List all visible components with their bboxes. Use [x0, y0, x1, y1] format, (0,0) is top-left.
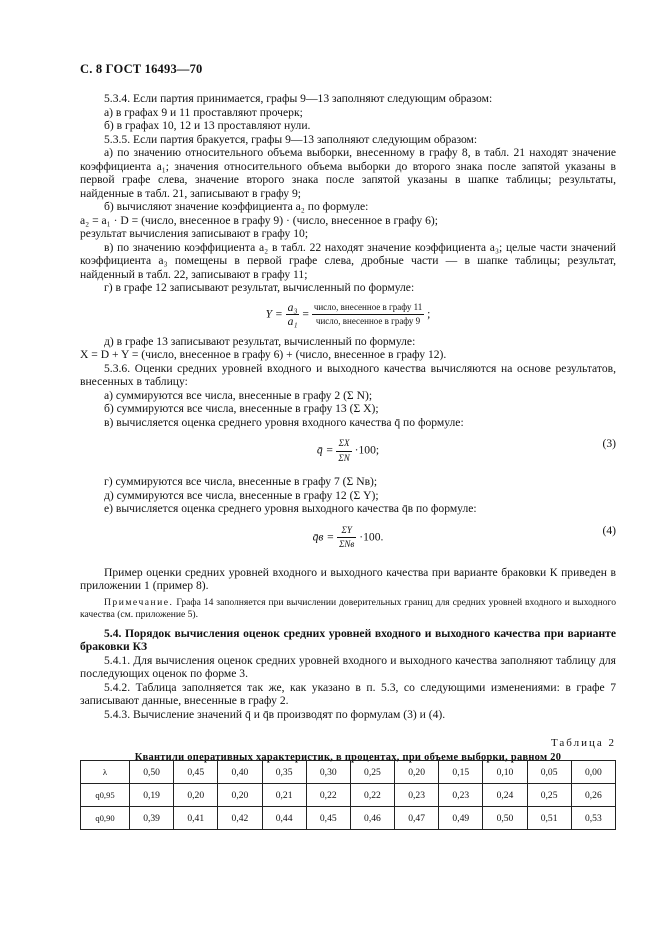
item-b-coef: б) вычисляют значение коэффициента a₂ по формуле:	[104, 200, 369, 213]
table-cell: 0,19	[130, 784, 174, 807]
table-cell: 0,21	[262, 784, 306, 807]
table-cell: 0,20	[174, 784, 218, 807]
table-cell: 0,20	[218, 784, 262, 807]
document-body	[80, 92, 616, 764]
table-cell: 0,22	[350, 784, 394, 807]
result-note: результат вычисления записывают в графу 10;	[80, 227, 309, 240]
para-5-4-1: 5.4.1. Для вычисления оценок средних уровней входного и выходного качества заполняют таблицу для последующих оценок по форме 3.	[80, 653, 616, 680]
table-header-cell: 0,00	[571, 761, 615, 784]
para-5-4-3: 5.4.3. Вычисление значений q̄ и q̄в производят по формулам (3) и (4).	[104, 707, 446, 721]
table-row	[81, 807, 616, 830]
output-quality: е) вычисляется оценка среднего уровня выходного качества q̄в по формуле:	[104, 502, 477, 515]
table-cell: 0,49	[439, 807, 483, 830]
table-header-cell: 0,40	[218, 761, 262, 784]
item-a: а) в графах 9 и 11 проставляют прочерк;	[104, 105, 303, 119]
table-cell: 0,22	[306, 784, 350, 807]
table-cell: 0,44	[262, 807, 306, 830]
para-5-3-5: 5.3.5. Если партия бракуется, графы 9—13 заполняют следующим образом:	[104, 132, 478, 146]
sum-x: б) суммируются все числа, внесенные в графу 13 (Σ X);	[104, 402, 379, 415]
table-header-cell: 0,50	[130, 761, 174, 784]
table-cell: 0,46	[350, 807, 394, 830]
sum-y: д) суммируются все числа, внесенные в графу 12 (Σ Y);	[104, 488, 379, 502]
formula-x: X = D + Y = (число, внесенное в графу 6) + (число, внесенное в графу 12).	[80, 348, 447, 361]
sum-nv: г) суммируются все числа, внесенные в графу 7 (Σ Nв);	[104, 475, 378, 488]
table-header-row	[81, 761, 616, 784]
table-cell: 0,42	[218, 807, 262, 830]
table-caption: Таблица 2	[550, 737, 616, 749]
table-header-cell: λ	[81, 761, 130, 784]
table-header-cell: 0,25	[350, 761, 394, 784]
note: Примечание. Графа 14 заполняется при вычислении доверительных границ для средних уровней входного и выходного качества (см. приложение 5).	[80, 596, 616, 620]
table-title: Квантили оперативных характеристик, в процентах, при объеме выборки, равном 20	[134, 751, 562, 763]
item-g: г) в графе 12 записывают результат, вычисленный по формуле:	[104, 281, 415, 294]
table-cell: 0,41	[174, 807, 218, 830]
para-5-3-6: 5.3.6. Оценки средних уровней входного и выходного качества вычисляются на основе результатов, внесенных в таблицу:	[80, 361, 616, 388]
table-header-cell: 0,05	[527, 761, 571, 784]
table-cell: 0,26	[571, 784, 615, 807]
table-header-cell: 0,35	[262, 761, 306, 784]
equation-number-3: (3)	[602, 437, 616, 450]
table-header-cell: 0,20	[395, 761, 439, 784]
quantile-table	[80, 760, 616, 830]
page-header: С. 8 ГОСТ 16493—70	[80, 62, 203, 76]
table-row	[81, 784, 616, 807]
table-cell: 0,25	[527, 784, 571, 807]
table-cell: 0,24	[483, 784, 527, 807]
table-cell: 0,23	[395, 784, 439, 807]
table-header-cell: 0,30	[306, 761, 350, 784]
formula-y: Y = $\frac{\text{a₃}}{\text{a₁}}$ = $\frac{\text{число, внесенное в графу 11}}{\text{число, внесенное в графу 9}}$ ;	[265, 300, 431, 328]
item-a-long: а) по значению относительного объема выборки, внесенному в графу 8, в табл. 21 находят значение коэффициента a₁; значения относительного объема выборки до второго знака после запятой указаны в первой графе слева, значение второго знака после запятой указаны в шапке таблицы; результаты, найденные в табл. 21, записывают в графу 9;	[80, 146, 616, 200]
table-cell: 0,23	[439, 784, 483, 807]
table-header-cell: 0,10	[483, 761, 527, 784]
input-quality: в) вычисляется оценка среднего уровня входного качества q̄ по формуле:	[104, 415, 464, 429]
section-5-4-title: 5.4. Порядок вычисления оценок средних уровней входного и выходного качества при варианте браковки КЗ	[80, 626, 616, 653]
table-header-cell: 0,15	[439, 761, 483, 784]
para-5-3-4: 5.3.4. Если партия принимается, графы 9—13 заполняют следующим образом:	[104, 92, 493, 105]
equation-number-4: (4)	[602, 523, 616, 537]
formula-3: q̄ = $\frac{\Sigma X}{\Sigma N}$ ·100; (3)	[316, 437, 616, 463]
table-header-cell: 0,45	[174, 761, 218, 784]
formula-4: q̄в = $\frac{\Sigma Y}{\text{ΣNв}}$ ·100. (4)	[312, 523, 616, 549]
row-label: q0,90	[81, 807, 130, 830]
para-5-4-2: 5.4.2. Таблица заполняется так же, как указано в п. 5.3, со следующими изменениями: в графе 7 записывают данные, внесенные в графу 2.	[80, 680, 616, 707]
table-cell: 0,47	[395, 807, 439, 830]
table-cell: 0,53	[571, 807, 615, 830]
table-cell: 0,51	[527, 807, 571, 830]
table-cell: 0,45	[306, 807, 350, 830]
table-cell: 0,39	[130, 807, 174, 830]
formula-a2: a₂ = a₁ · D = (число, внесенное в графу 9) · (число, внесенное в графу 6);	[80, 213, 438, 227]
sum-n: а) суммируются все числа, внесенные в графу 2 (Σ N);	[104, 388, 373, 402]
item-v-coef: в) по значению коэффициента a₂ в табл. 22 находят значение коэффициента a₃; целые части значений коэффициента a₃ помещены в первой графе слева, дробные части — в шапке таблицы; результат, найденный в табл. 22, записывают в графу 11;	[80, 240, 616, 281]
example-para: Пример оценки средних уровней входного и выходного качества при варианте браковки К приведен в приложении 1 (пример 8).	[80, 565, 616, 592]
item-d: д) в графе 13 записывают результат, вычисленный по формуле:	[104, 334, 416, 348]
row-label: q0,95	[81, 784, 130, 807]
table-cell: 0,50	[483, 807, 527, 830]
item-b: б) в графах 10, 12 и 13 проставляют нули.	[104, 119, 311, 132]
